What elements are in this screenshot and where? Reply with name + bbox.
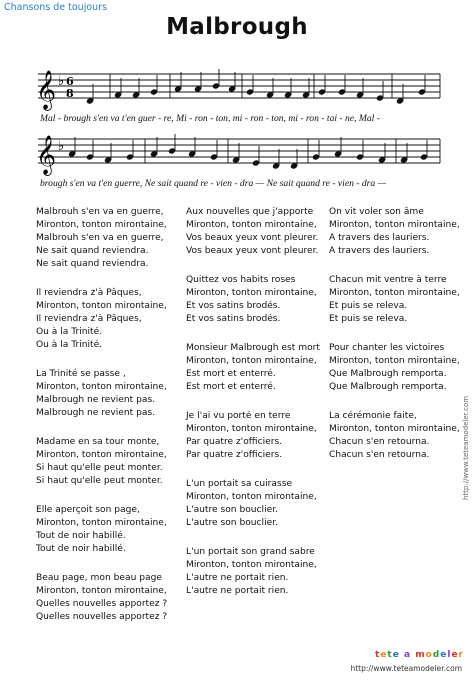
verse-line: Et puis se releva. <box>329 301 408 311</box>
verse-line: Quittez vos habits roses <box>186 275 296 285</box>
verse-line: La cérémonie faite, <box>329 411 417 421</box>
verse-line: Chacun s'en retourna. <box>329 450 430 460</box>
verse-line: Ou à la Trinité. <box>36 340 103 350</box>
staff-1 <box>38 74 440 98</box>
music-score <box>0 0 474 200</box>
song-title: Malbrough <box>166 14 308 40</box>
verse-stanza <box>36 206 186 271</box>
verses-column-2 <box>186 206 326 614</box>
verse-stanza <box>36 368 186 420</box>
verse-line: Mironton, tonton mirontaine, <box>186 220 317 230</box>
verse-line: Mironton, tonton mirontaine, <box>36 450 167 460</box>
verse-line: A travers des lauriers. <box>329 246 430 256</box>
collection-label: Chansons de toujours <box>4 2 108 13</box>
verse-line: Et vos satins brodés. <box>186 314 281 324</box>
verse-line: Vos beaux yeux vont pleurer. <box>186 246 319 256</box>
score-lyrics-line-1: Mal - brough s'en va t'en guer - re, Mi - ron - ton, mi - ron - ton, mi - ron - tai - ne, Mal - <box>40 113 380 124</box>
verse-stanza <box>329 274 459 326</box>
verse-stanza <box>36 287 186 352</box>
site-logo: tete a modeler <box>375 650 464 660</box>
verse-line: Mironton, tonton mirontaine, <box>36 518 167 528</box>
verse-line: Tout de noir habillé. <box>36 544 126 554</box>
verse-line: A travers des lauriers. <box>329 233 430 243</box>
verse-line: Malbrough ne revient pas. <box>36 395 156 405</box>
verse-line: Est mort et enterré. <box>186 369 276 379</box>
verse-line: On vit voler son âme <box>329 207 424 217</box>
verse-line: Mironton, tonton mirontaine, <box>186 492 317 502</box>
verse-stanza <box>186 274 326 326</box>
verse-line: Aux nouvelles que j'apporte <box>186 207 314 217</box>
verse-line: Mironton, tonton mirontaine, <box>329 356 460 366</box>
verse-line: L'autre ne portait rien. <box>186 573 289 583</box>
verse-line: Mironton, tonton mirontaine, <box>36 220 167 230</box>
verse-line: L'autre son bouclier. <box>186 505 278 515</box>
verse-line: Vos beaux yeux vont pleurer. <box>186 233 319 243</box>
verse-stanza <box>186 546 326 598</box>
verse-line: Madame en sa tour monte, <box>36 437 160 447</box>
verse-line: Mironton, tonton mirontaine, <box>36 382 167 392</box>
verse-stanza <box>186 410 326 462</box>
time-signature-bottom: 8 <box>66 87 74 100</box>
flat-sign-icon: ♭ <box>58 74 65 89</box>
verse-line: Chacun s'en retourna. <box>329 437 430 447</box>
verse-line: Que Malbrough remporta. <box>329 369 447 379</box>
verse-stanza <box>36 436 186 488</box>
side-url: http://www.teteamodeler.com <box>462 395 470 500</box>
verse-line: Quelles nouvelles apportez ? <box>36 599 168 609</box>
score-lyrics-line-2: brough s'en va t'en guerre, Ne sait quand re - vien - dra — Ne sait quand re - vien - dra — <box>40 178 387 189</box>
verse-stanza <box>329 342 459 394</box>
verse-line: Mironton, tonton mirontaine, <box>186 356 317 366</box>
verse-line: Malbrough ne revient pas. <box>36 408 156 418</box>
verse-stanza <box>329 410 459 462</box>
treble-clef-icon: 𝄞 <box>36 70 57 110</box>
verse-line: L'autre ne portait rien. <box>186 586 289 596</box>
verse-stanza <box>329 206 459 258</box>
verse-line: Je l'ai vu porté en terre <box>186 411 291 421</box>
verse-stanza <box>36 572 186 624</box>
verse-line: Par quatre z'officiers. <box>186 450 283 460</box>
treble-clef-icon: 𝄞 <box>36 135 57 175</box>
verse-line: Mironton, tonton mirontaine, <box>36 301 167 311</box>
verse-line: Mironton, tonton mirontaine, <box>186 288 317 298</box>
verse-line: Monsieur Malbrough est mort <box>186 343 320 353</box>
verse-line: Est mort et enterré. <box>186 382 276 392</box>
verse-line: La Trinité se passe , <box>36 369 126 379</box>
verse-line: Malbrouh s'en va en guerre, <box>36 207 164 217</box>
verse-stanza <box>36 504 186 556</box>
flat-sign-icon: ♭ <box>58 139 65 154</box>
verse-line: Mironton, tonton mirontaine, <box>36 586 167 596</box>
verse-line: Mironton, tonton mirontaine, <box>329 288 460 298</box>
verse-line: Ne sait quand reviendra. <box>36 246 149 256</box>
verse-line: Mironton, tonton mirontaine, <box>186 560 317 570</box>
verse-line: Mironton, tonton mirontaine, <box>329 220 460 230</box>
verse-stanza <box>186 206 326 258</box>
verse-line: Il reviendra z'à Pâques, <box>36 288 142 298</box>
verses-column-3 <box>329 206 459 478</box>
verse-line: Ou à la Trinité. <box>36 327 103 337</box>
verse-line: L'un portait son grand sabre <box>186 547 315 557</box>
verse-line: Si haut qu'elle peut monter. <box>36 476 163 486</box>
verse-line: Tout de noir habillé. <box>36 531 126 541</box>
verse-line: Et puis se releva. <box>329 314 408 324</box>
verse-line: Mironton, tonton mirontaine, <box>329 424 460 434</box>
verse-stanza <box>186 342 326 394</box>
verse-line: Il reviendra z'à Pâques, <box>36 314 142 324</box>
time-signature-top: 6 <box>66 75 74 88</box>
verse-line: L'autre son bouclier. <box>186 518 278 528</box>
verse-line: Mironton, tonton mirontaine, <box>186 424 317 434</box>
footer-url: http://www.teteamodeler.com <box>350 664 462 673</box>
verse-line: Chacun mit ventre à terre <box>329 275 447 285</box>
verse-stanza <box>186 478 326 530</box>
verse-line: Elle aperçoit son page, <box>36 505 140 515</box>
verse-line: Que Malbrough remporta. <box>329 382 447 392</box>
verse-line: Si haut qu'elle peut monter. <box>36 463 163 473</box>
verse-line: Pour chanter les victoires <box>329 343 445 353</box>
verses-column-1 <box>36 206 186 640</box>
verse-line: Beau page, mon beau page <box>36 573 162 583</box>
verse-line: Par quatre z'officiers. <box>186 437 283 447</box>
verse-line: L'un portait sa cuirasse <box>186 479 293 489</box>
verse-line: Et vos satins brodés. <box>186 301 281 311</box>
verse-line: Malbrouh s'en va en guerre, <box>36 233 164 243</box>
verse-line: Ne sait quand reviendra. <box>36 259 149 269</box>
verse-line: Quelles nouvelles apportez ? <box>36 612 168 622</box>
